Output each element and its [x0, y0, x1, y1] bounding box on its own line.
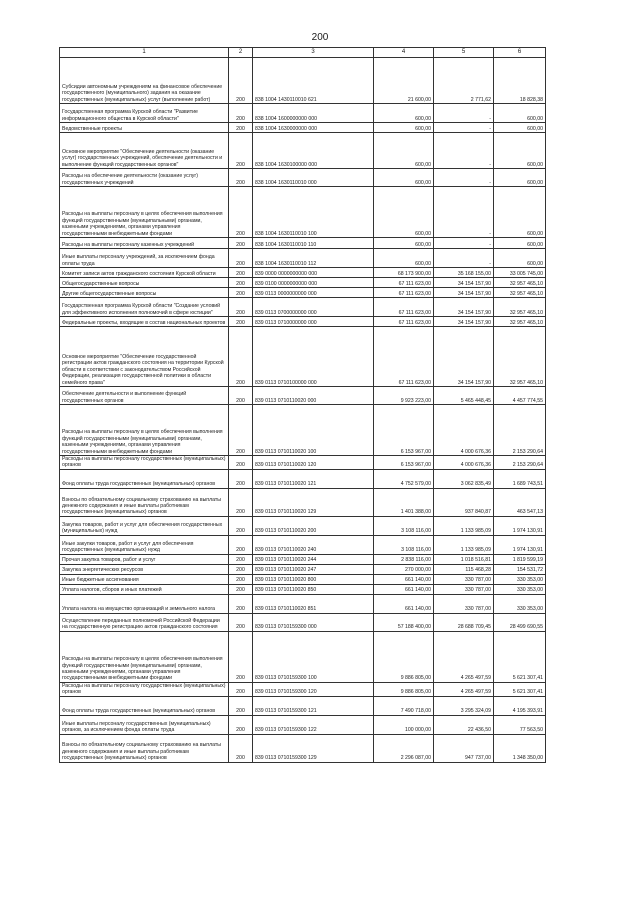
row-executed-amount: 34 154 157,90	[434, 298, 494, 317]
row-line-code: 200	[229, 123, 253, 133]
row-executed-amount: 28 688 709,45	[434, 613, 494, 631]
row-executed-amount: 4 265 497,59	[434, 631, 494, 682]
row-name: Общегосударственные вопросы	[60, 278, 229, 288]
row-executed-amount: 2 771,62	[434, 58, 494, 104]
table-row	[60, 133, 546, 169]
row-name: Прочая закупка товаров, работ и услуг	[60, 554, 229, 564]
row-line-code: 200	[229, 734, 253, 762]
row-budget-code: 838 1004 1630110010 100	[253, 187, 374, 238]
row-budget-code: 839 0113 0710110020 120	[253, 456, 374, 470]
row-line-code: 200	[229, 104, 253, 123]
row-name: Расходы на выплаты персоналу государственных (муниципальных) органов	[60, 456, 229, 470]
row-approved-amount: 57 188 400,00	[374, 613, 434, 631]
row-budget-code: 839 0113 0710159300 120	[253, 682, 374, 696]
row-name: Комитет записи актов гражданского состояния Курской области	[60, 268, 229, 278]
row-approved-amount: 600,00	[374, 249, 434, 268]
row-budget-code: 839 0113 0710110020 850	[253, 584, 374, 594]
table-row	[60, 268, 546, 278]
column-header: 6	[494, 48, 546, 58]
row-approved-amount: 661 140,00	[374, 574, 434, 584]
row-line-code: 200	[229, 554, 253, 564]
table-row	[60, 696, 546, 715]
table-row	[60, 715, 546, 734]
row-approved-amount: 9 886 805,00	[374, 631, 434, 682]
row-name: Иные выплаты персоналу учреждений, за исключением фонда оплаты труда	[60, 249, 229, 268]
row-unexecuted-amount: 1 689 743,51	[494, 469, 546, 488]
row-unexecuted-amount: 600,00	[494, 187, 546, 238]
row-unexecuted-amount: 28 499 690,55	[494, 613, 546, 631]
table-row	[60, 564, 546, 574]
row-line-code: 200	[229, 405, 253, 456]
row-unexecuted-amount: 330 353,00	[494, 574, 546, 584]
row-line-code: 200	[229, 594, 253, 613]
table-row	[60, 682, 546, 696]
row-line-code: 200	[229, 169, 253, 187]
row-name: Другие общегосударственные вопросы	[60, 288, 229, 298]
row-approved-amount: 600,00	[374, 187, 434, 238]
row-approved-amount: 2 838 116,00	[374, 554, 434, 564]
row-line-code: 200	[229, 133, 253, 169]
row-name: Фонд оплаты труда государственных (муниципальных) органов	[60, 469, 229, 488]
row-budget-code: 839 0113 0700000000 000	[253, 298, 374, 317]
row-budget-code: 838 1004 1630000000 000	[253, 123, 374, 133]
row-unexecuted-amount: 2 153 290,64	[494, 405, 546, 456]
row-executed-amount: 330 787,00	[434, 584, 494, 594]
table-row	[60, 278, 546, 288]
row-budget-code: 839 0113 0710110020 244	[253, 554, 374, 564]
row-budget-code: 839 0113 0000000000 000	[253, 288, 374, 298]
row-executed-amount: 4 000 676,36	[434, 456, 494, 470]
row-approved-amount: 21 600,00	[374, 58, 434, 104]
column-header: 3	[253, 48, 374, 58]
row-budget-code: 839 0113 0710159300 121	[253, 696, 374, 715]
budget-table	[59, 47, 546, 763]
row-line-code: 200	[229, 288, 253, 298]
row-name: Закупка энергетических ресурсов	[60, 564, 229, 574]
row-line-code: 200	[229, 682, 253, 696]
row-executed-amount: 4 000 676,36	[434, 405, 494, 456]
row-budget-code: 839 0113 0710110020 000	[253, 387, 374, 405]
row-line-code: 200	[229, 278, 253, 288]
row-name: Расходы на выплаты персоналу в целях обеспечения выполнения функций государственными (муниципальными) органами, казенными учреждениями, органами управления государственными внебюджетными фондами	[60, 405, 229, 456]
column-header: 1	[60, 48, 229, 58]
row-executed-amount: 330 787,00	[434, 574, 494, 584]
row-unexecuted-amount: 1 974 130,91	[494, 535, 546, 554]
row-approved-amount: 600,00	[374, 104, 434, 123]
table-row	[60, 104, 546, 123]
row-unexecuted-amount: 2 153 290,64	[494, 456, 546, 470]
column-header: 2	[229, 48, 253, 58]
row-line-code: 200	[229, 488, 253, 516]
table-row	[60, 488, 546, 516]
table-row	[60, 631, 546, 682]
row-unexecuted-amount: 1 819 599,19	[494, 554, 546, 564]
row-unexecuted-amount: 600,00	[494, 133, 546, 169]
row-name: Государственная программа Курской области "Создание условий для эффективного исполнения полномочий в сфере юстиции"	[60, 298, 229, 317]
table-row	[60, 535, 546, 554]
row-unexecuted-amount: 18 828,38	[494, 58, 546, 104]
row-budget-code: 839 0113 0710110020 121	[253, 469, 374, 488]
row-unexecuted-amount: 32 957 465,10	[494, 288, 546, 298]
row-line-code: 200	[229, 469, 253, 488]
row-unexecuted-amount: 600,00	[494, 123, 546, 133]
row-name: Иные бюджетные ассигнования	[60, 574, 229, 584]
row-name: Расходы на выплаты персоналу в целях обеспечения выполнения функций государственными (муниципальными) органами, казенными учреждениями, органами управления государственными внебюджетными фондами	[60, 631, 229, 682]
row-unexecuted-amount: 1 974 130,91	[494, 516, 546, 535]
row-line-code: 200	[229, 535, 253, 554]
table-row	[60, 554, 546, 564]
row-approved-amount: 9 923 223,00	[374, 387, 434, 405]
row-name: Ведомственные проекты	[60, 123, 229, 133]
row-executed-amount: 3 295 324,09	[434, 696, 494, 715]
row-unexecuted-amount: 5 621 307,41	[494, 682, 546, 696]
row-executed-amount: 34 154 157,90	[434, 317, 494, 327]
table-row	[60, 288, 546, 298]
row-line-code: 200	[229, 584, 253, 594]
row-approved-amount: 600,00	[374, 133, 434, 169]
row-approved-amount: 600,00	[374, 123, 434, 133]
table-row	[60, 584, 546, 594]
row-unexecuted-amount: 154 531,72	[494, 564, 546, 574]
row-name: Расходы на выплаты персоналу казенных учреждений	[60, 238, 229, 249]
table-row	[60, 516, 546, 535]
row-executed-amount: 34 154 157,90	[434, 288, 494, 298]
row-approved-amount: 1 401 388,00	[374, 488, 434, 516]
row-unexecuted-amount: 330 353,00	[494, 594, 546, 613]
row-executed-amount: -	[434, 104, 494, 123]
row-name: Федеральные проекты, входящие в состав национальных проектов	[60, 317, 229, 327]
row-budget-code: 839 0113 0710110020 240	[253, 535, 374, 554]
row-approved-amount: 67 111 623,00	[374, 317, 434, 327]
row-line-code: 200	[229, 238, 253, 249]
row-line-code: 200	[229, 564, 253, 574]
row-executed-amount: -	[434, 187, 494, 238]
row-approved-amount: 3 108 116,00	[374, 516, 434, 535]
row-line-code: 200	[229, 327, 253, 387]
row-unexecuted-amount: 32 957 465,10	[494, 317, 546, 327]
table-row	[60, 58, 546, 104]
table-row	[60, 734, 546, 762]
table-row	[60, 405, 546, 456]
row-line-code: 200	[229, 715, 253, 734]
row-budget-code: 839 0113 0710000000 000	[253, 317, 374, 327]
row-executed-amount: 34 154 157,90	[434, 278, 494, 288]
row-line-code: 200	[229, 58, 253, 104]
column-header: 5	[434, 48, 494, 58]
row-line-code: 200	[229, 268, 253, 278]
row-budget-code: 838 1004 1600000000 000	[253, 104, 374, 123]
row-line-code: 200	[229, 456, 253, 470]
row-name: Расходы на выплаты персоналу государственных (муниципальных) органов	[60, 682, 229, 696]
row-line-code: 200	[229, 516, 253, 535]
row-name: Расходы на выплаты персоналу в целях обеспечения выполнения функций государственными (муниципальными) органами, казенными учреждениями, органами управления государственными внебюджетными фондами	[60, 187, 229, 238]
row-approved-amount: 9 886 805,00	[374, 682, 434, 696]
row-unexecuted-amount: 463 547,13	[494, 488, 546, 516]
table-row	[60, 456, 546, 470]
row-budget-code: 839 0113 0710159300 129	[253, 734, 374, 762]
row-name: Фонд оплаты труда государственных (муниципальных) органов	[60, 696, 229, 715]
row-budget-code: 838 1004 1630110010 112	[253, 249, 374, 268]
row-budget-code: 838 1004 1630100000 000	[253, 133, 374, 169]
row-approved-amount: 661 140,00	[374, 594, 434, 613]
page-number: 200	[311, 32, 329, 43]
table-row	[60, 249, 546, 268]
row-unexecuted-amount: 4 195 393,91	[494, 696, 546, 715]
table-row	[60, 169, 546, 187]
row-unexecuted-amount: 330 353,00	[494, 584, 546, 594]
row-executed-amount: 35 168 155,00	[434, 268, 494, 278]
row-unexecuted-amount: 1 348 350,00	[494, 734, 546, 762]
row-executed-amount: 22 436,50	[434, 715, 494, 734]
row-approved-amount: 67 111 623,00	[374, 288, 434, 298]
row-executed-amount: -	[434, 238, 494, 249]
table-row	[60, 574, 546, 584]
row-line-code: 200	[229, 574, 253, 584]
row-approved-amount: 68 173 900,00	[374, 268, 434, 278]
row-budget-code: 838 1004 1630110010 000	[253, 169, 374, 187]
row-line-code: 200	[229, 631, 253, 682]
row-approved-amount: 100 000,00	[374, 715, 434, 734]
row-approved-amount: 2 296 087,00	[374, 734, 434, 762]
row-budget-code: 839 0000 0000000000 000	[253, 268, 374, 278]
row-line-code: 200	[229, 387, 253, 405]
column-header: 4	[374, 48, 434, 58]
row-executed-amount: 4 265 497,59	[434, 682, 494, 696]
row-approved-amount: 600,00	[374, 169, 434, 187]
row-executed-amount: 937 840,87	[434, 488, 494, 516]
row-executed-amount: 330 787,00	[434, 594, 494, 613]
row-budget-code: 839 0113 0710159300 100	[253, 631, 374, 682]
row-executed-amount: 34 154 157,90	[434, 327, 494, 387]
row-line-code: 200	[229, 317, 253, 327]
table-row	[60, 238, 546, 249]
row-unexecuted-amount: 5 621 307,41	[494, 631, 546, 682]
table-row	[60, 123, 546, 133]
row-unexecuted-amount: 600,00	[494, 169, 546, 187]
row-name: Государственная программа Курской области "Развитие информационного общества в Курской области"	[60, 104, 229, 123]
row-executed-amount: 947 737,00	[434, 734, 494, 762]
row-unexecuted-amount: 32 957 465,10	[494, 327, 546, 387]
row-approved-amount: 3 108 116,00	[374, 535, 434, 554]
row-approved-amount: 6 153 967,00	[374, 456, 434, 470]
row-budget-code: 839 0113 0710110020 129	[253, 488, 374, 516]
row-line-code: 200	[229, 613, 253, 631]
row-budget-code: 839 0113 0710159300 122	[253, 715, 374, 734]
row-executed-amount: -	[434, 249, 494, 268]
table-row	[60, 613, 546, 631]
row-budget-code: 839 0113 0710110020 851	[253, 594, 374, 613]
row-executed-amount: -	[434, 169, 494, 187]
row-name: Иные выплаты персоналу государственных (муниципальных) органов, за исключением фонда оплаты труда	[60, 715, 229, 734]
row-unexecuted-amount: 32 957 465,10	[494, 278, 546, 288]
row-budget-code: 838 1004 1630110010 110	[253, 238, 374, 249]
row-budget-code: 839 0113 0710100000 000	[253, 327, 374, 387]
row-name: Субсидии автономным учреждениям на финансовое обеспечение государственного (муниципального) задания на оказание государственных (муниципальных) услуг (выполнение работ)	[60, 58, 229, 104]
table-row	[60, 317, 546, 327]
row-name: Основное мероприятие "Обеспечение государственной регистрации актов гражданского состояния на территории Курской области в соответствии с законодательством Российской Федерации, реализация государственной политики в области семейного права"	[60, 327, 229, 387]
row-budget-code: 839 0113 0710110020 800	[253, 574, 374, 584]
row-unexecuted-amount: 33 005 745,00	[494, 268, 546, 278]
row-approved-amount: 67 111 623,00	[374, 298, 434, 317]
table-row	[60, 327, 546, 387]
row-approved-amount: 67 111 623,00	[374, 278, 434, 288]
row-unexecuted-amount: 600,00	[494, 104, 546, 123]
row-executed-amount: 1 133 985,09	[434, 516, 494, 535]
row-executed-amount: -	[434, 123, 494, 133]
row-line-code: 200	[229, 249, 253, 268]
row-budget-code: 839 0113 0710110020 100	[253, 405, 374, 456]
row-name: Уплата налогов, сборов и иных платежей	[60, 584, 229, 594]
row-unexecuted-amount: 4 457 774,55	[494, 387, 546, 405]
row-approved-amount: 4 752 579,00	[374, 469, 434, 488]
row-budget-code: 839 0113 0710110020 247	[253, 564, 374, 574]
row-unexecuted-amount: 600,00	[494, 238, 546, 249]
table-row	[60, 469, 546, 488]
row-name: Обеспечение деятельности и выполнение функций государственных органов	[60, 387, 229, 405]
row-executed-amount: -	[434, 133, 494, 169]
row-line-code: 200	[229, 298, 253, 317]
row-executed-amount: 3 062 835,49	[434, 469, 494, 488]
row-name: Иные закупки товаров, работ и услуг для обеспечения государственных (муниципальных) нужд	[60, 535, 229, 554]
row-name: Расходы на обеспечение деятельности (оказание услуг) государственных учреждений	[60, 169, 229, 187]
table-row	[60, 187, 546, 238]
row-name: Уплата налога на имущество организаций и земельного налога	[60, 594, 229, 613]
row-line-code: 200	[229, 696, 253, 715]
row-approved-amount: 600,00	[374, 238, 434, 249]
row-unexecuted-amount: 600,00	[494, 249, 546, 268]
row-name: Взносы по обязательному социальному страхованию на выплаты денежного содержания и иные выплаты работникам государственных (муниципальных) органов	[60, 734, 229, 762]
row-budget-code: 839 0113 0710159300 000	[253, 613, 374, 631]
table-row	[60, 298, 546, 317]
row-executed-amount: 5 465 448,45	[434, 387, 494, 405]
row-name: Осуществление переданных полномочий Российской Федерации на государственную регистрацию актов гражданского состояния	[60, 613, 229, 631]
row-approved-amount: 661 140,00	[374, 584, 434, 594]
row-name: Взносы по обязательному социальному страхованию на выплаты денежного содержания и иные выплаты работникам государственных (муниципальных) органов	[60, 488, 229, 516]
header-row	[60, 48, 546, 58]
row-name: Закупка товаров, работ и услуг для обеспечения государственных (муниципальных) нужд	[60, 516, 229, 535]
row-name: Основное мероприятие "Обеспечение деятельности (оказание услуг) государственных учреждений, обеспечение деятельности и выполнение функций государственных органов"	[60, 133, 229, 169]
row-line-code: 200	[229, 187, 253, 238]
row-budget-code: 839 0100 0000000000 000	[253, 278, 374, 288]
row-executed-amount: 115 468,28	[434, 564, 494, 574]
table-row	[60, 594, 546, 613]
row-budget-code: 838 1004 1430110010 621	[253, 58, 374, 104]
row-budget-code: 839 0113 0710110020 200	[253, 516, 374, 535]
row-unexecuted-amount: 32 957 465,10	[494, 298, 546, 317]
row-unexecuted-amount: 77 563,50	[494, 715, 546, 734]
row-approved-amount: 6 153 967,00	[374, 405, 434, 456]
table-row	[60, 387, 546, 405]
row-approved-amount: 7 490 718,00	[374, 696, 434, 715]
row-executed-amount: 1 018 516,81	[434, 554, 494, 564]
row-executed-amount: 1 133 985,09	[434, 535, 494, 554]
row-approved-amount: 270 000,00	[374, 564, 434, 574]
row-approved-amount: 67 111 623,00	[374, 327, 434, 387]
